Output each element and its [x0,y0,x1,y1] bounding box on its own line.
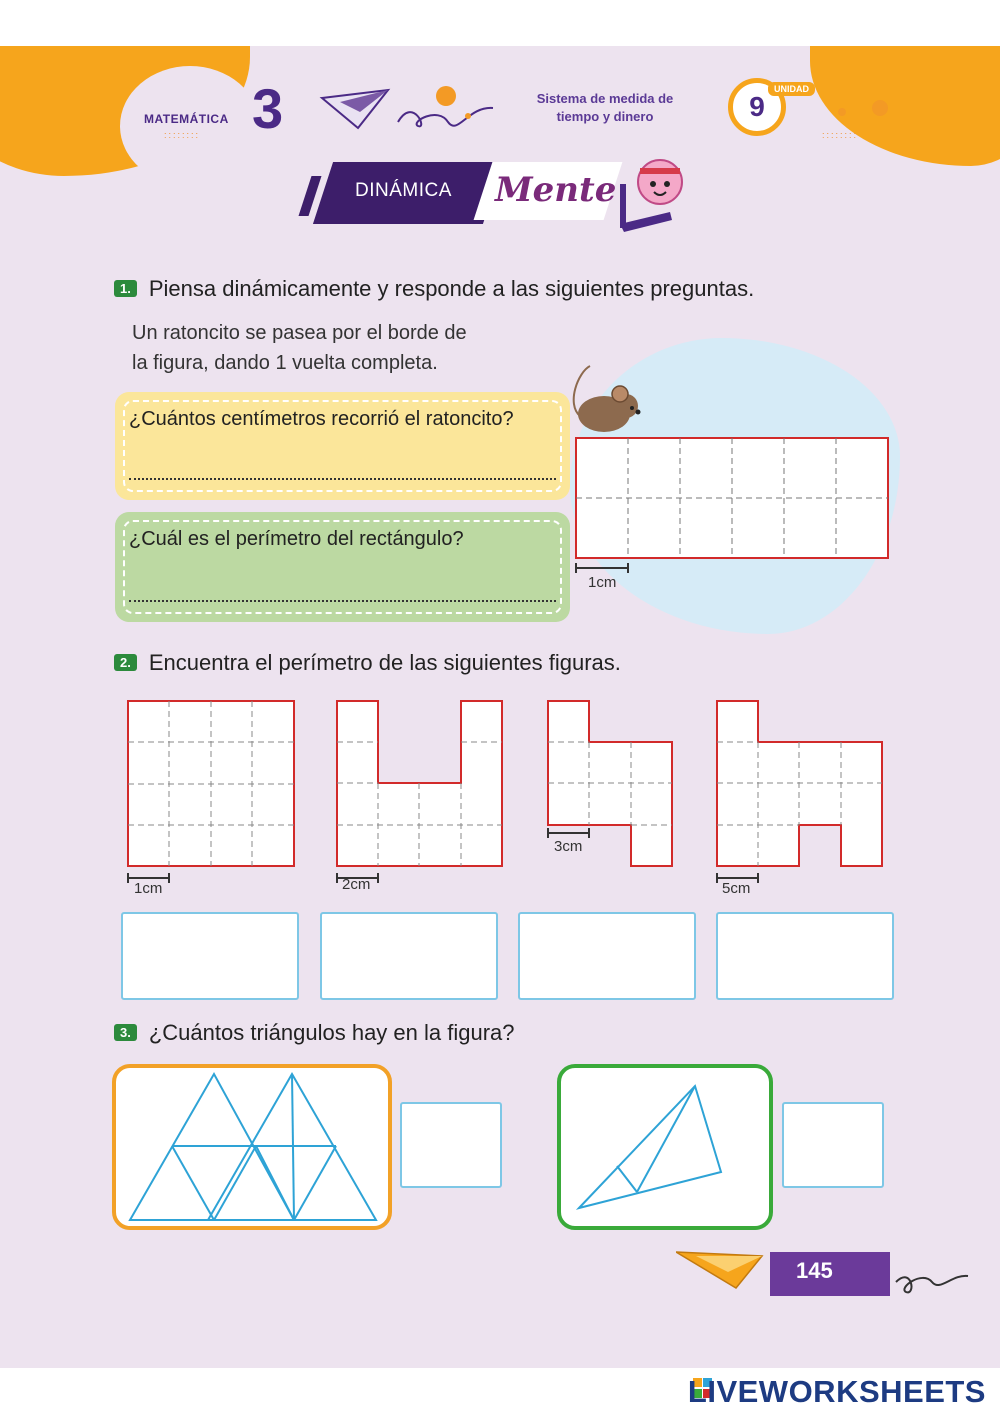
answer-box-figure-2[interactable] [320,912,498,1000]
unit-badge: 9 [728,78,786,136]
question-b-text: ¿Cuál es el perímetro del rectángulo? [129,528,464,550]
paper-plane-icon [318,86,508,146]
grade-number: 3 [252,77,284,140]
section2-heading [114,650,621,676]
rectangle-scale-label: 1cm [588,574,617,591]
answer-box-figure-1[interactable] [121,912,299,1000]
section1-number: 1. [114,280,137,297]
topic-title [510,90,700,126]
figure3-scale-label: 3cm [554,838,583,855]
answer-box-figure-4[interactable] [716,912,894,1000]
answer-box-triangles-1[interactable] [400,1102,502,1188]
decor-dots-right: :::::::: [822,130,859,140]
subject-label: MATEMÁTICA [144,112,229,126]
question-b-box [115,512,570,622]
figure4-scale-label: 5cm [722,880,751,897]
unit-label: UNIDAD [768,82,815,96]
triangle-figure-2-frame [557,1064,773,1230]
section1-intro [132,318,522,378]
triangle-figure-2 [561,1068,769,1226]
rectangle-grid [574,436,894,586]
figure2-scale-label: 2cm [342,876,371,893]
figure-square [128,701,294,883]
topic-line-1: Sistema de medida de [536,91,674,106]
page-number: 145 [796,1258,833,1283]
header-blob-left-inner [120,66,260,186]
banner-left-text: DINÁMICA [355,180,452,201]
section3-number: 3. [114,1024,137,1041]
worksheet-page [0,46,1000,1368]
section2-title: Encuentra el perímetro de las siguientes figuras. [148,650,621,675]
banner-right-text: Mente [495,170,617,210]
dinamica-mente-banner [305,154,695,232]
triangle-figure-1 [116,1068,388,1226]
figure-h-shape [717,701,882,883]
answer-line-b[interactable] [129,600,556,602]
section1-heading [114,276,754,302]
mouse-icon [568,364,658,444]
answer-line-a[interactable] [129,478,556,480]
answer-box-figure-3[interactable] [518,912,696,1000]
liveworksheets-logo[interactable]: LIVEWORKSHEETS [687,1374,986,1409]
section1-title: Piensa dinámicamente y responde a las siguientes preguntas. [148,276,755,301]
triangle-figure-1-frame [112,1064,392,1230]
section2-number: 2. [114,654,137,671]
question-a-text: ¿Cuántos centímetros recorrió el ratoncito? [129,408,514,430]
decor-dots: :::::::: [164,130,201,140]
figure1-scale-label: 1cm [134,880,163,897]
answer-box-triangles-2[interactable] [782,1102,884,1188]
section3-heading [114,1020,515,1046]
topic-line-2: tiempo y dinero [556,109,654,124]
brain-mascot-icon [610,154,700,234]
decor-circles [830,96,900,126]
intro-line-2: la figura, dando 1 vuelta completa. [132,352,438,374]
intro-line-1: Un ratoncito se pasea por el borde de [132,322,467,344]
section3-title: ¿Cuántos triángulos hay en la figura? [148,1020,515,1045]
figure-u-shape [337,701,502,883]
perimeter-figures [120,696,900,906]
question-a-box [115,392,570,500]
